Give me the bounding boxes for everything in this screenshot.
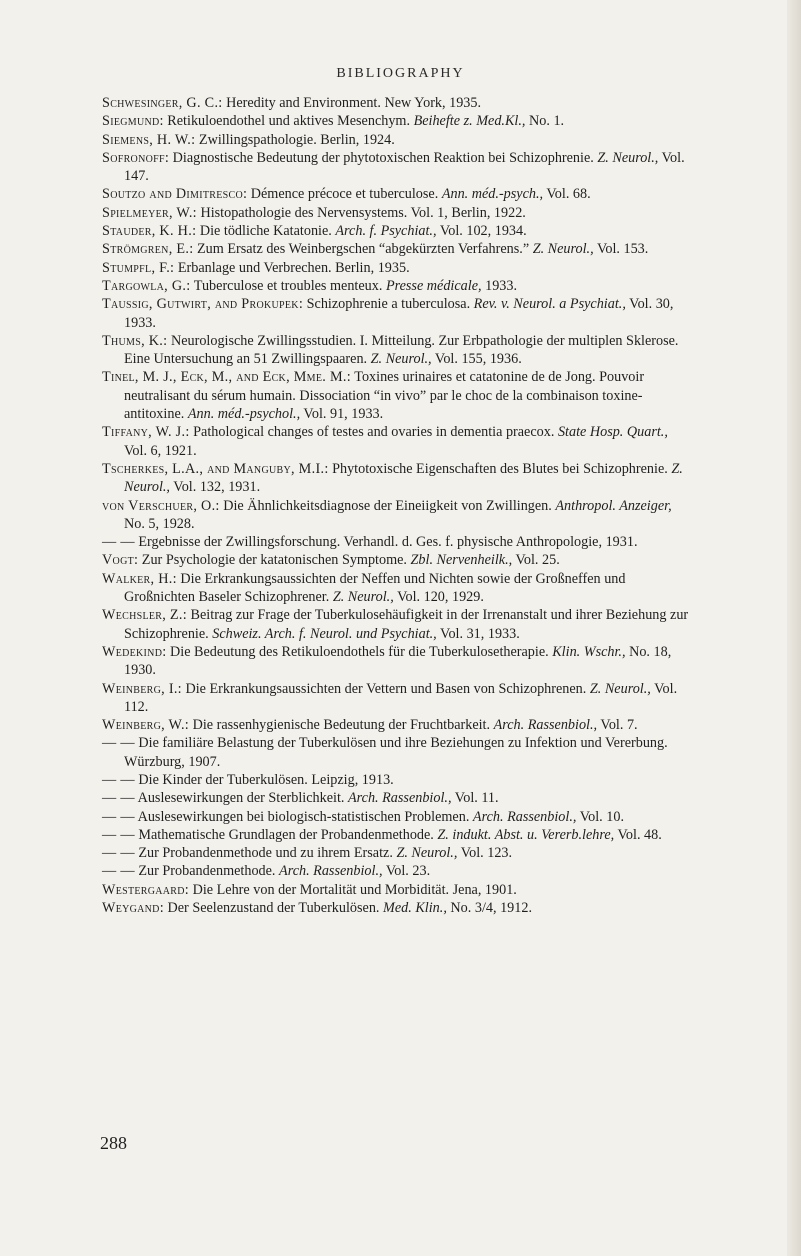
- bibliography-entry: [102, 881, 694, 899]
- entry-text: Die Bedeutung des Retikuloendothels für die Tuberkulosetherapie.: [166, 643, 553, 660]
- running-head: BIBLIOGRAPHY: [336, 66, 465, 81]
- bibliography-entry: [102, 240, 694, 258]
- entry-text: Die Erkrankungsaussichten der Vettern und Basen von Schizophrenen.: [181, 680, 590, 697]
- entry-author: Wechsler, Z.:: [102, 607, 187, 624]
- entry-journal: Z. Neurol.,: [597, 149, 659, 166]
- entry-author: Tiffany, W. J.:: [102, 424, 190, 441]
- bibliography-entry: [102, 497, 694, 534]
- entry-author: Westergaard:: [102, 881, 190, 898]
- bibliography-entry: [102, 844, 694, 862]
- entry-author: Schwesinger, G. C.:: [102, 95, 223, 111]
- entry-text: Der Seelenzustand der Tuberkulösen.: [163, 900, 384, 917]
- entry-rest: Vol. 23.: [382, 863, 431, 880]
- bibliography-entry: [102, 295, 694, 332]
- entry-rest: No. 18, 1930.: [124, 643, 672, 679]
- bibliography-entry: [102, 643, 694, 680]
- entry-text: Ergebnisse der Zwillingsforschung. Verhandl. d. Ges. f. physische Anthropologie, 1931.: [134, 534, 638, 551]
- bibliography-entry: [102, 680, 694, 717]
- bibliography-entry: [102, 551, 694, 569]
- bibliography-entry: [102, 862, 694, 880]
- entry-rest: Vol. 123.: [457, 845, 513, 862]
- entry-journal: Schweiz. Arch. f. Neurol. und Psychiat.,: [212, 625, 437, 642]
- entry-author: Targowla, G.:: [102, 277, 191, 294]
- entry-text: Heredity and Environment. New York, 1935.: [222, 95, 482, 111]
- entry-author: Thums, K.:: [102, 332, 168, 349]
- entry-text: Zum Ersatz des Weinbergschen “abgekürzten Verfahrens.”: [193, 241, 533, 258]
- bibliography-entry: [102, 368, 694, 423]
- entry-author: von Verschuer, O.:: [102, 497, 220, 514]
- entry-rest: Vol. 155, 1936.: [431, 351, 522, 368]
- entry-text: Toxines urinaires et catatonine de de Jong. Pouvoir neutralisant du sérum humain. Dissociation “in vivo” par le choc de la combinaison toxine-antitoxine.: [124, 369, 645, 423]
- entry-text: Die Erkrankungsaussichten der Neffen und Nichten sowie der Großneffen und Großnichten Baseler Schizophrener.: [124, 570, 626, 606]
- entry-journal: Zbl. Nervenheilk.,: [410, 552, 513, 569]
- entry-rest: Vol. 25.: [512, 552, 560, 569]
- entry-text: Démence précoce et tuberculose.: [247, 186, 442, 203]
- entry-text: Diagnostische Bedeutung der phytotoxischen Reaktion bei Schizophrenie.: [169, 149, 598, 166]
- entry-text: Die familiäre Belastung der Tuberkulösen und ihre Beziehungen zu Infektion und Vererbung. Würzburg, 1907.: [124, 735, 668, 770]
- entry-rest: Vol. 68.: [543, 186, 591, 203]
- entry-text: Beitrag zur Frage der Tuberkulosehäufigkeit in der Irrenanstalt und ihrer Beziehung zur Schizophrenie.: [124, 607, 689, 642]
- bibliography-entry: [102, 734, 694, 771]
- entry-rest: Vol. 147.: [124, 149, 685, 185]
- entry-author: Spielmeyer, W.:: [102, 204, 197, 221]
- entry-rest: Vol. 6, 1921.: [124, 442, 197, 459]
- entry-author: — —: [102, 826, 135, 843]
- entry-journal: Ann. méd.-psychol.,: [187, 406, 301, 423]
- bibliography-entry: [102, 222, 694, 240]
- entry-rest: Vol. 153.: [593, 241, 649, 258]
- entry-author: — —: [102, 790, 135, 807]
- entry-rest: No. 5, 1928.: [124, 515, 195, 532]
- bibliography-entry: [102, 112, 694, 130]
- entry-journal: Arch. f. Psychiat.,: [335, 223, 437, 240]
- entry-text: Histopathologie des Nervensystems. Vol. 1, Berlin, 1922.: [196, 204, 526, 221]
- bibliography-entry: [102, 826, 694, 844]
- entry-journal: Arch. Rassenbiol.,: [472, 808, 577, 825]
- bibliography-entry: [102, 332, 694, 369]
- entry-author: Weygand:: [102, 900, 164, 917]
- bibliography-entry: [102, 149, 694, 186]
- entry-author: Siegmund:: [102, 113, 164, 130]
- entry-author: Strömgren, E.:: [102, 241, 194, 258]
- entry-journal: Klin. Wschr.,: [552, 643, 626, 660]
- entry-journal: Z. Neurol.,: [396, 845, 458, 862]
- entry-author: Tscherkes, L.A., and Manguby, M.I.:: [102, 460, 329, 477]
- entry-text: Schizophrenie a tuberculosa.: [303, 296, 474, 313]
- entry-journal: State Hosp. Quart.,: [557, 424, 668, 441]
- entry-author: Siemens, H. W.:: [102, 131, 196, 148]
- entry-journal: Z. Neurol.,: [370, 351, 432, 368]
- entry-text: Auslesewirkungen bei biologisch-statistischen Problemen.: [134, 808, 473, 825]
- entry-rest: Vol. 91, 1933.: [300, 406, 384, 423]
- entry-text: Die rassenhygienische Bedeutung der Fruchtbarkeit.: [189, 717, 494, 734]
- entry-author: Sofronoff:: [102, 149, 170, 166]
- entry-journal: Anthropol. Anzeiger,: [555, 497, 672, 514]
- entry-text: Die tödliche Katatonie.: [196, 223, 336, 240]
- entry-text: Retikuloendothel und aktives Mesenchym.: [163, 113, 414, 130]
- entry-journal: Arch. Rassenbiol.,: [279, 863, 383, 880]
- entry-journal: Z. Neurol.,: [589, 680, 651, 697]
- entry-author: — —: [102, 845, 135, 862]
- entry-journal: Z. Neurol.,: [332, 589, 394, 606]
- entry-author: Wedekind:: [102, 643, 167, 660]
- entry-journal: Rev. v. Neurol. a Psychiat.,: [473, 296, 626, 313]
- entry-text: Zur Psychologie der katatonischen Symptome.: [138, 552, 411, 569]
- bibliography-entry: [102, 259, 694, 277]
- entry-author: — —: [102, 771, 135, 788]
- bibliography-entry: [102, 789, 694, 807]
- entry-rest: No. 1.: [525, 113, 565, 130]
- entry-text: Tuberculose et troubles menteux.: [190, 277, 386, 294]
- entry-text: Die Lehre von der Mortalität und Morbidität. Jena, 1901.: [189, 881, 517, 898]
- entry-text: Mathematische Grundlagen der Probandenmethode.: [134, 826, 438, 843]
- entry-rest: Vol. 102, 1934.: [436, 223, 527, 240]
- entry-author: — —: [102, 534, 135, 551]
- entry-author: — —: [102, 808, 135, 825]
- entry-text: Die Kinder der Tuberkulösen. Leipzig, 1913.: [134, 771, 394, 788]
- entry-journal: Z. Neurol.,: [124, 460, 683, 496]
- entry-text: Auslesewirkungen der Sterblichkeit.: [134, 790, 348, 807]
- page-binding-edge: [787, 0, 801, 1256]
- bibliography-entry: [102, 606, 694, 643]
- entry-journal: Arch. Rassenbiol.,: [348, 790, 452, 807]
- entry-author: Stauder, K. H.:: [102, 223, 197, 240]
- entry-author: Soutzo and Dimitresco:: [102, 186, 248, 203]
- bibliography-entry: [102, 277, 694, 295]
- bibliography-entry: [102, 899, 694, 917]
- entry-journal: Ann. méd.-psych.,: [441, 186, 544, 203]
- entry-journal: Z. Neurol.,: [532, 241, 594, 258]
- entry-author: Walker, H.:: [102, 570, 177, 587]
- entry-rest: Vol. 10.: [576, 808, 625, 825]
- bibliography-entry: [102, 533, 694, 551]
- entry-text: Die Ähnlichkeitsdiagnose der Eineiigkeit von Zwillingen.: [219, 497, 556, 514]
- entry-text: Phytotoxische Eigenschaften des Blutes bei Schizophrenie.: [328, 460, 672, 477]
- entry-rest: Vol. 120, 1929.: [393, 589, 484, 606]
- bibliography-entry: [102, 716, 694, 734]
- entry-author: — —: [102, 863, 135, 880]
- entry-rest: No. 3/4, 1912.: [446, 900, 532, 917]
- bibliography-entry: [102, 94, 694, 112]
- entry-rest: Vol. 112.: [124, 680, 678, 715]
- entry-text: Zwillingspathologie. Berlin, 1924.: [195, 131, 395, 148]
- entry-author: — —: [102, 735, 135, 752]
- entry-text: Pathological changes of testes and ovaries in dementia praecox.: [189, 424, 558, 441]
- entry-rest: Vol. 30, 1933.: [124, 296, 674, 331]
- entry-journal: Med. Klin.,: [383, 900, 447, 917]
- bibliography-entry: [102, 460, 694, 497]
- entry-text: Zur Probandenmethode.: [134, 863, 280, 880]
- entry-text: Neurologische Zwillingsstudien. I. Mitteilung. Zur Erbpathologie der multiplen Sklerose. Eine Untersuchung an 51 Zwillingspaaren.: [124, 332, 679, 368]
- bibliography-entry: [102, 185, 694, 203]
- bibliography-list: [102, 94, 694, 917]
- bibliography-entry: [102, 771, 694, 789]
- entry-text: Erbanlage und Verbrechen. Berlin, 1935.: [174, 259, 410, 276]
- bibliography-entry: [102, 204, 694, 222]
- entry-rest: Vol. 132, 1931.: [169, 479, 261, 496]
- entry-author: Taussig, Gutwirt, and Prokupek:: [102, 296, 304, 313]
- entry-journal: Arch. Rassenbiol.,: [493, 717, 598, 734]
- entry-author: Vogt:: [102, 552, 139, 569]
- entry-author: Stumpfl, F.:: [102, 259, 175, 276]
- bibliography-entry: [102, 131, 694, 149]
- entry-rest: Vol. 31, 1933.: [436, 625, 520, 642]
- entry-text: Zur Probandenmethode und zu ihrem Ersatz.: [134, 845, 397, 862]
- bibliography-entry: [102, 570, 694, 607]
- entry-journal: Beihefte z. Med.Kl.,: [413, 113, 526, 130]
- entry-rest: Vol. 7.: [597, 717, 638, 734]
- entry-rest: Vol. 48.: [614, 826, 662, 843]
- bibliography-entry: [102, 423, 694, 460]
- entry-journal: Presse médicale,: [385, 277, 482, 294]
- entry-rest: 1933.: [481, 277, 518, 294]
- entry-author: Weinberg, I.:: [102, 680, 182, 697]
- entry-rest: Vol. 11.: [451, 790, 499, 807]
- bibliography-entry: [102, 808, 694, 826]
- page-number: 288: [100, 1133, 127, 1153]
- entry-journal: Z. indukt. Abst. u. Vererb.lehre,: [437, 826, 615, 843]
- entry-author: Tinel, M. J., Eck, M., and Eck, Mme. M.:: [102, 369, 351, 386]
- entry-author: Weinberg, W.:: [102, 717, 190, 734]
